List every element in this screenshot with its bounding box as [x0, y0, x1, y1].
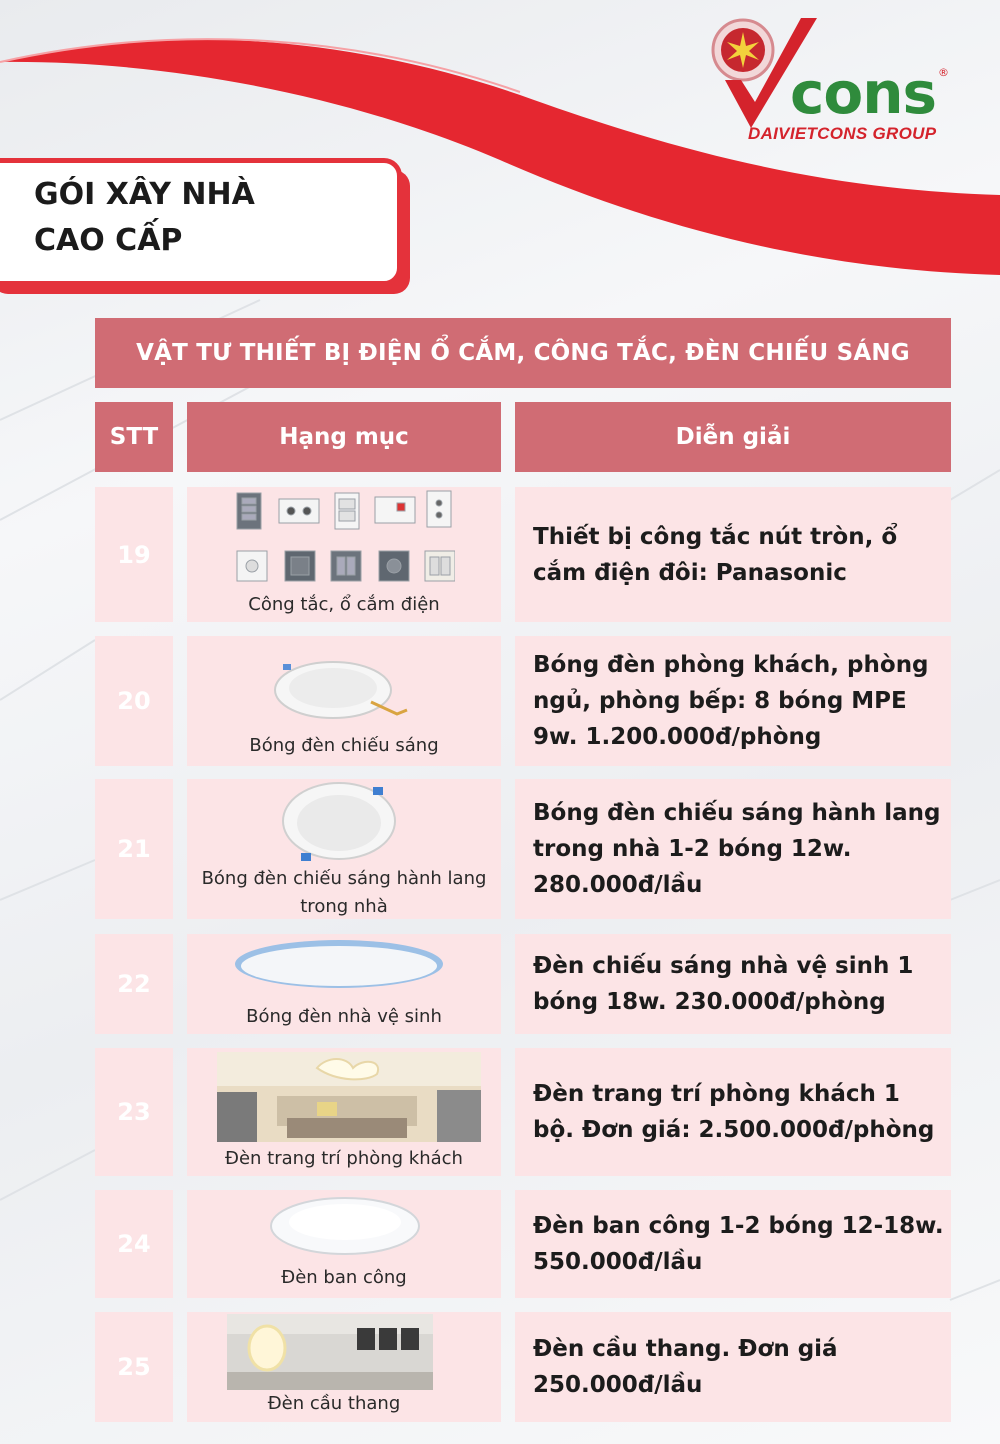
- corridor-downlight-icon: [277, 781, 407, 867]
- row-25-description-text: Đèn cầu thang. Đơn giá 250.000đ/lầu: [533, 1336, 838, 1398]
- living-room-photo: [217, 1052, 481, 1142]
- row-19-item-label: Công tắc, ổ cắm điện: [248, 594, 440, 615]
- section-title: VẬT TƯ THIẾT BỊ ĐIỆN Ổ CẮM, CÔNG TẮC, ĐÈN CHIẾU SÁNG: [95, 318, 951, 388]
- row-19-item: [187, 487, 501, 622]
- row-23-item-label: Đèn trang trí phòng khách: [225, 1148, 463, 1169]
- row-22-item: [187, 934, 501, 1034]
- row-20-stt: 20: [95, 636, 173, 766]
- row-24-stt: 24: [95, 1190, 173, 1298]
- row-22-description-text: Đèn chiếu sáng nhà vệ sinh 1 bóng 18w. 230.000đ/phòng: [533, 953, 914, 1015]
- row-20-item-label: Bóng đèn chiếu sáng: [249, 735, 439, 756]
- header-description: Diễn giải: [515, 402, 951, 472]
- row-20-description: [515, 636, 951, 766]
- registered-mark: ®: [938, 66, 949, 79]
- title-line-1: GÓI XÂY NHÀ: [34, 177, 255, 212]
- row-24-description-text: Đèn ban công 1-2 bóng 12-18w. 550.000đ/lầu: [533, 1213, 944, 1275]
- row-22-stt: 22: [95, 934, 173, 1034]
- row-21-description-text: Bóng đèn chiếu sáng hành lang trong nhà 1-2 bóng 12w. 280.000đ/lầu: [533, 800, 941, 898]
- row-23-stt: 23: [95, 1048, 173, 1176]
- row-24-item: [187, 1190, 501, 1298]
- downlight-icon: [271, 654, 411, 724]
- row-25-item-label: Đèn cầu thang: [267, 1393, 401, 1414]
- brand-name: cons: [790, 59, 937, 127]
- row-23-description-text: Đèn trang trí phòng khách 1 bộ. Đơn giá: 2.500.000đ/phòng: [533, 1081, 935, 1143]
- row-19-stt: 19: [95, 487, 173, 622]
- row-19-description-text: Thiết bị công tắc nút tròn, ổ cắm điện đôi: Panasonic: [533, 523, 898, 586]
- row-21-item: [187, 779, 501, 919]
- row-23-item: [187, 1048, 501, 1176]
- row-22-description: [515, 934, 951, 1034]
- dome-light-icon: [267, 1192, 427, 1256]
- switch-socket-icon: [235, 489, 455, 585]
- row-24-description: [515, 1190, 951, 1298]
- header-item: Hạng mục: [187, 402, 501, 472]
- title-line-2: CAO CẤP: [34, 223, 183, 258]
- row-25-stt: 25: [95, 1312, 173, 1422]
- ceiling-panel-icon: [231, 936, 447, 994]
- brand-group: DAIVIETCONS GROUP: [748, 124, 937, 143]
- row-25-description: [515, 1312, 951, 1422]
- row-21-stt: 21: [95, 779, 173, 919]
- stair-light-photo: [227, 1314, 433, 1390]
- row-20-item: [187, 636, 501, 766]
- row-24-item-label: Đèn ban công: [281, 1267, 407, 1288]
- page-title: [34, 172, 364, 264]
- row-21-item-label: Bóng đèn chiếu sáng hành lang trong nhà: [201, 868, 487, 917]
- row-19-description: [515, 487, 951, 622]
- row-25-item: [187, 1312, 501, 1422]
- row-20-description-text: Bóng đèn phòng khách, phòng ngủ, phòng bếp: 8 bóng MPE 9w. 1.200.000đ/phòng: [533, 652, 929, 750]
- header-stt: STT: [95, 402, 173, 472]
- row-23-description: [515, 1048, 951, 1176]
- row-22-item-label: Bóng đèn nhà vệ sinh: [246, 1006, 442, 1027]
- row-21-description: [515, 779, 951, 919]
